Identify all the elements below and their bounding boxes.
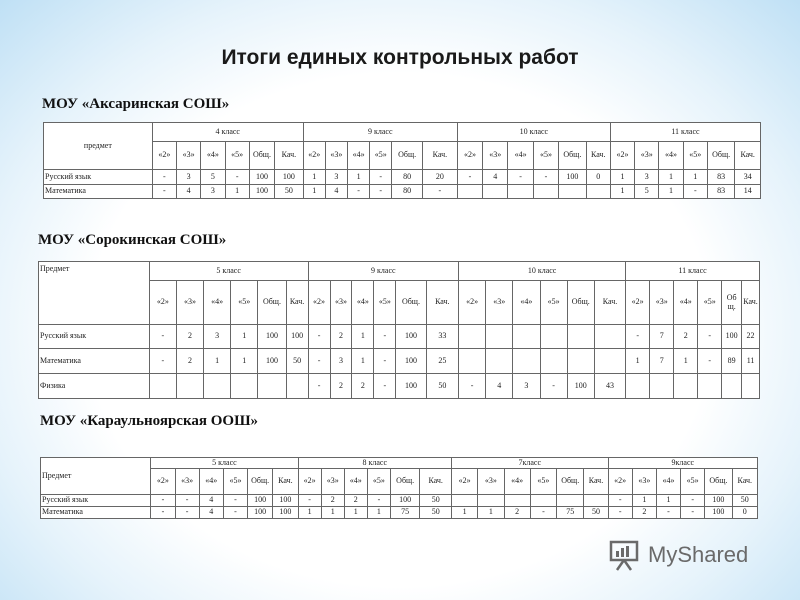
value-cell: - [540, 374, 567, 399]
value-cell [483, 185, 508, 199]
value-cell: 1 [626, 349, 650, 374]
results-table-karaulnoyarskaya [40, 457, 758, 519]
value-cell: - [683, 185, 707, 199]
value-cell: 1 [204, 349, 231, 374]
value-cell: - [348, 185, 370, 199]
marks-header: Общ. [559, 142, 586, 170]
value-cell: 100 [396, 325, 426, 349]
marks-header: «4» [674, 281, 698, 325]
marks-header: «5» [370, 142, 392, 170]
value-cell: - [681, 495, 705, 507]
value-cell: - [151, 495, 175, 507]
value-cell [459, 325, 486, 349]
value-cell: 7 [650, 349, 674, 374]
marks-header: «3» [635, 142, 659, 170]
value-cell: 1 [231, 349, 258, 374]
marks-header: Общ. [390, 469, 419, 495]
marks-header: Кач. [742, 281, 760, 325]
value-cell: - [698, 325, 722, 349]
value-cell [533, 185, 558, 199]
value-cell: 4 [177, 185, 201, 199]
value-cell: 100 [567, 374, 594, 399]
value-cell: 4 [486, 374, 513, 399]
marks-header: Кач. [735, 142, 761, 170]
marks-header: Общ. [249, 142, 274, 170]
value-cell: - [608, 507, 632, 519]
value-cell: 3 [513, 374, 540, 399]
marks-header: «5» [367, 469, 390, 495]
value-cell: 2 [330, 374, 352, 399]
value-cell: 1 [451, 507, 477, 519]
marks-header: «5» [533, 142, 558, 170]
value-cell: - [308, 349, 330, 374]
value-cell: 34 [735, 170, 761, 185]
class-header: 5 класс [151, 458, 298, 469]
school-title-karaulnoyarskaya: МОУ «Караульноярская ООШ» [40, 413, 259, 429]
table-row [41, 507, 758, 519]
subject-header: Предмет [39, 262, 150, 325]
value-cell: 1 [659, 170, 683, 185]
value-cell [586, 185, 610, 199]
class-header: 5 класс [149, 262, 308, 281]
class-header: 8 класс [298, 458, 451, 469]
subject-cell: Русский язык [41, 495, 151, 507]
value-cell [486, 349, 513, 374]
value-cell: 1 [321, 507, 344, 519]
class-header: 11 класс [626, 262, 760, 281]
subject-cell: Математика [39, 349, 150, 374]
value-cell: 2 [176, 349, 203, 374]
value-cell: 80 [392, 185, 423, 199]
value-cell: 4 [483, 170, 508, 185]
marks-header: «2» [459, 281, 486, 325]
value-cell [231, 374, 258, 399]
marks-header: «3» [176, 281, 203, 325]
value-cell [478, 495, 504, 507]
marks-header: Общ. [248, 469, 273, 495]
value-cell [540, 349, 567, 374]
value-cell: - [370, 185, 392, 199]
value-cell: 1 [478, 507, 504, 519]
marks-header: Кач. [584, 469, 608, 495]
value-cell: - [308, 325, 330, 349]
subject-header: Предмет [41, 458, 151, 495]
value-cell: 1 [683, 170, 707, 185]
marks-header: «2» [298, 469, 321, 495]
marks-header: Кач. [286, 281, 308, 325]
marks-header: «3» [486, 281, 513, 325]
value-cell [650, 374, 674, 399]
value-cell: - [370, 170, 392, 185]
value-cell: - [367, 495, 390, 507]
page-title: Итоги единых контрольных работ [221, 46, 579, 69]
marks-header: «4» [204, 281, 231, 325]
marks-header: Кач. [273, 469, 298, 495]
value-cell: 100 [396, 374, 426, 399]
marks-header: Кач. [586, 142, 610, 170]
logo-text: MyShared [648, 542, 749, 567]
marks-header: Общ. [557, 469, 584, 495]
class-header: 4 класс [152, 123, 303, 142]
value-cell: 50 [275, 185, 304, 199]
marks-header: «5» [225, 142, 249, 170]
marks-header: «2» [152, 142, 176, 170]
value-cell [176, 374, 203, 399]
value-cell: 2 [632, 507, 656, 519]
subject-cell: Физика [39, 374, 150, 399]
value-cell: 5 [635, 185, 659, 199]
marks-header: «4» [659, 142, 683, 170]
school-title-aksarinskaya: МОУ «Аксаринская СОШ» [42, 96, 230, 112]
marks-header: «4» [504, 469, 530, 495]
marks-header: Общ. [707, 142, 734, 170]
value-cell: - [530, 507, 556, 519]
marks-header: Общ. [396, 281, 426, 325]
value-cell: 50 [420, 507, 452, 519]
marks-header: «5» [681, 469, 705, 495]
table-row [39, 349, 760, 374]
value-cell: 1 [303, 170, 325, 185]
value-cell: - [149, 349, 176, 374]
value-cell: 1 [659, 185, 683, 199]
value-cell: 3 [201, 185, 225, 199]
value-cell: 100 [275, 170, 304, 185]
class-header: 7класс [451, 458, 608, 469]
table-row [39, 325, 760, 349]
value-cell [459, 349, 486, 374]
marks-header: Общ. [392, 142, 423, 170]
marks-header: «4» [656, 469, 680, 495]
class-header: 10 класс [459, 262, 626, 281]
value-cell: 80 [392, 170, 423, 185]
marks-header: «3» [650, 281, 674, 325]
value-cell: - [298, 495, 321, 507]
value-cell: - [698, 349, 722, 374]
value-cell: - [508, 170, 533, 185]
value-cell: 4 [199, 507, 223, 519]
value-cell: 2 [344, 495, 367, 507]
value-cell: 2 [504, 507, 530, 519]
marks-header: Общ. [705, 469, 732, 495]
results-table-aksarinskaya [43, 122, 761, 199]
results-table-sorokinskaya [38, 261, 760, 399]
value-cell: 50 [584, 507, 608, 519]
value-cell [674, 374, 698, 399]
marks-header: «5» [698, 281, 722, 325]
value-cell: 25 [426, 349, 458, 374]
value-cell: 50 [732, 495, 757, 507]
marks-header: «4» [508, 142, 533, 170]
value-cell: - [533, 170, 558, 185]
subject-header: предмет [44, 123, 153, 170]
value-cell: 3 [635, 170, 659, 185]
value-cell: 50 [286, 349, 308, 374]
value-cell: - [656, 507, 680, 519]
marks-header: Общ. [258, 281, 286, 325]
marks-header: «2» [457, 142, 482, 170]
marks-header: Кач. [426, 281, 458, 325]
value-cell: 7 [650, 325, 674, 349]
marks-header: «3» [175, 469, 199, 495]
value-cell [594, 325, 625, 349]
value-cell [584, 495, 608, 507]
value-cell: - [225, 170, 249, 185]
value-cell: 100 [705, 495, 732, 507]
value-cell: 100 [722, 325, 742, 349]
value-cell: 75 [390, 507, 419, 519]
class-header: 9класс [608, 458, 757, 469]
value-cell: 0 [732, 507, 757, 519]
class-header: 9 класс [308, 262, 458, 281]
value-cell: - [223, 495, 247, 507]
value-cell: 100 [249, 185, 274, 199]
marks-header: «3» [330, 281, 352, 325]
value-cell: 100 [249, 170, 274, 185]
value-cell [567, 349, 594, 374]
value-cell: 1 [344, 507, 367, 519]
value-cell: 100 [248, 495, 273, 507]
value-cell [698, 374, 722, 399]
value-cell [457, 185, 482, 199]
marks-header: «4» [199, 469, 223, 495]
value-cell: 0 [586, 170, 610, 185]
table-row [39, 374, 760, 399]
marks-header: Кач. [420, 469, 452, 495]
marks-header: «4» [352, 281, 374, 325]
marks-header: «5» [540, 281, 567, 325]
value-cell [540, 325, 567, 349]
value-cell: 100 [258, 325, 286, 349]
value-cell: 100 [273, 495, 298, 507]
marks-header: «2» [308, 281, 330, 325]
marks-header: «2» [626, 281, 650, 325]
marks-header: «2» [610, 142, 634, 170]
value-cell: 3 [325, 170, 347, 185]
marks-header: Кач. [732, 469, 757, 495]
value-cell [149, 374, 176, 399]
value-cell: 1 [610, 170, 634, 185]
value-cell: 11 [742, 349, 760, 374]
value-cell: 2 [321, 495, 344, 507]
value-cell: 4 [199, 495, 223, 507]
value-cell: 100 [258, 349, 286, 374]
value-cell: 1 [231, 325, 258, 349]
value-cell: - [608, 495, 632, 507]
value-cell [486, 325, 513, 349]
marks-header: Общ. [722, 281, 742, 325]
value-cell: 1 [298, 507, 321, 519]
value-cell: 89 [722, 349, 742, 374]
value-cell [559, 185, 586, 199]
value-cell: 1 [352, 325, 374, 349]
value-cell: 43 [594, 374, 625, 399]
value-cell: - [149, 325, 176, 349]
value-cell: - [422, 185, 457, 199]
subject-cell: Русский язык [39, 325, 150, 349]
marks-header: «3» [483, 142, 508, 170]
marks-header: «2» [151, 469, 175, 495]
value-cell [504, 495, 530, 507]
value-cell: 100 [559, 170, 586, 185]
table-row [44, 170, 761, 185]
value-cell: - [152, 170, 176, 185]
subject-cell: Математика [41, 507, 151, 519]
value-cell: 1 [348, 170, 370, 185]
marks-header: «5» [683, 142, 707, 170]
marks-header: «2» [608, 469, 632, 495]
marks-header: «2» [303, 142, 325, 170]
marks-header: «4» [201, 142, 225, 170]
value-cell: 1 [367, 507, 390, 519]
value-cell: 83 [707, 185, 734, 199]
class-header: 10 класс [457, 123, 610, 142]
value-cell: - [308, 374, 330, 399]
marks-header: Общ. [567, 281, 594, 325]
value-cell [557, 495, 584, 507]
value-cell: 83 [707, 170, 734, 185]
value-cell: - [175, 495, 199, 507]
marks-header: «5» [231, 281, 258, 325]
value-cell: 2 [674, 325, 698, 349]
value-cell [258, 374, 286, 399]
value-cell: 1 [303, 185, 325, 199]
marks-header: Кач. [275, 142, 304, 170]
school-title-sorokinskaya: МОУ «Сорокинская СОШ» [38, 232, 227, 248]
value-cell: - [374, 349, 396, 374]
value-cell: 22 [742, 325, 760, 349]
table-row [44, 185, 761, 199]
value-cell [722, 374, 742, 399]
value-cell [508, 185, 533, 199]
marks-header: «2» [451, 469, 477, 495]
value-cell: 100 [396, 349, 426, 374]
value-cell: - [459, 374, 486, 399]
value-cell [742, 374, 760, 399]
value-cell: 100 [273, 507, 298, 519]
value-cell: 2 [330, 325, 352, 349]
subject-cell: Математика [44, 185, 153, 199]
value-cell: - [152, 185, 176, 199]
value-cell: 5 [201, 170, 225, 185]
value-cell: - [374, 374, 396, 399]
value-cell: 1 [656, 495, 680, 507]
value-cell: 3 [330, 349, 352, 374]
marks-header: «5» [374, 281, 396, 325]
marks-header: «3» [321, 469, 344, 495]
value-cell: 1 [352, 349, 374, 374]
myshared-logo[interactable] [608, 538, 748, 572]
value-cell: 33 [426, 325, 458, 349]
presentation-board-icon [608, 538, 642, 572]
value-cell: - [457, 170, 482, 185]
value-cell: - [626, 325, 650, 349]
class-header: 9 класс [303, 123, 457, 142]
marks-header: Кач. [422, 142, 457, 170]
value-cell: - [374, 325, 396, 349]
marks-header: «4» [513, 281, 540, 325]
class-header: 11 класс [610, 123, 760, 142]
value-cell: 2 [352, 374, 374, 399]
value-cell: 100 [286, 325, 308, 349]
value-cell: - [223, 507, 247, 519]
marks-header: Кач. [594, 281, 625, 325]
marks-header: «3» [177, 142, 201, 170]
value-cell: 2 [176, 325, 203, 349]
value-cell: 100 [705, 507, 732, 519]
value-cell: - [681, 507, 705, 519]
value-cell: 1 [610, 185, 634, 199]
value-cell: 75 [557, 507, 584, 519]
value-cell: 100 [248, 507, 273, 519]
value-cell: 1 [225, 185, 249, 199]
value-cell [567, 325, 594, 349]
value-cell [204, 374, 231, 399]
marks-header: «5» [223, 469, 247, 495]
value-cell: 1 [674, 349, 698, 374]
value-cell [530, 495, 556, 507]
marks-header: «4» [344, 469, 367, 495]
value-cell: 50 [420, 495, 452, 507]
value-cell [286, 374, 308, 399]
value-cell: 20 [422, 170, 457, 185]
value-cell: 14 [735, 185, 761, 199]
value-cell: 3 [204, 325, 231, 349]
value-cell: 4 [325, 185, 347, 199]
value-cell [451, 495, 477, 507]
marks-header: «3» [478, 469, 504, 495]
marks-header: «2» [149, 281, 176, 325]
value-cell [626, 374, 650, 399]
marks-header: «5» [530, 469, 556, 495]
marks-header: «3» [632, 469, 656, 495]
value-cell: 3 [177, 170, 201, 185]
value-cell [594, 349, 625, 374]
subject-cell: Русский язык [44, 170, 153, 185]
value-cell [513, 349, 540, 374]
marks-header: «3» [325, 142, 347, 170]
value-cell: - [151, 507, 175, 519]
value-cell: 1 [632, 495, 656, 507]
value-cell: 50 [426, 374, 458, 399]
table-row [41, 495, 758, 507]
marks-header: «4» [348, 142, 370, 170]
value-cell: 100 [390, 495, 419, 507]
value-cell: - [175, 507, 199, 519]
value-cell [513, 325, 540, 349]
